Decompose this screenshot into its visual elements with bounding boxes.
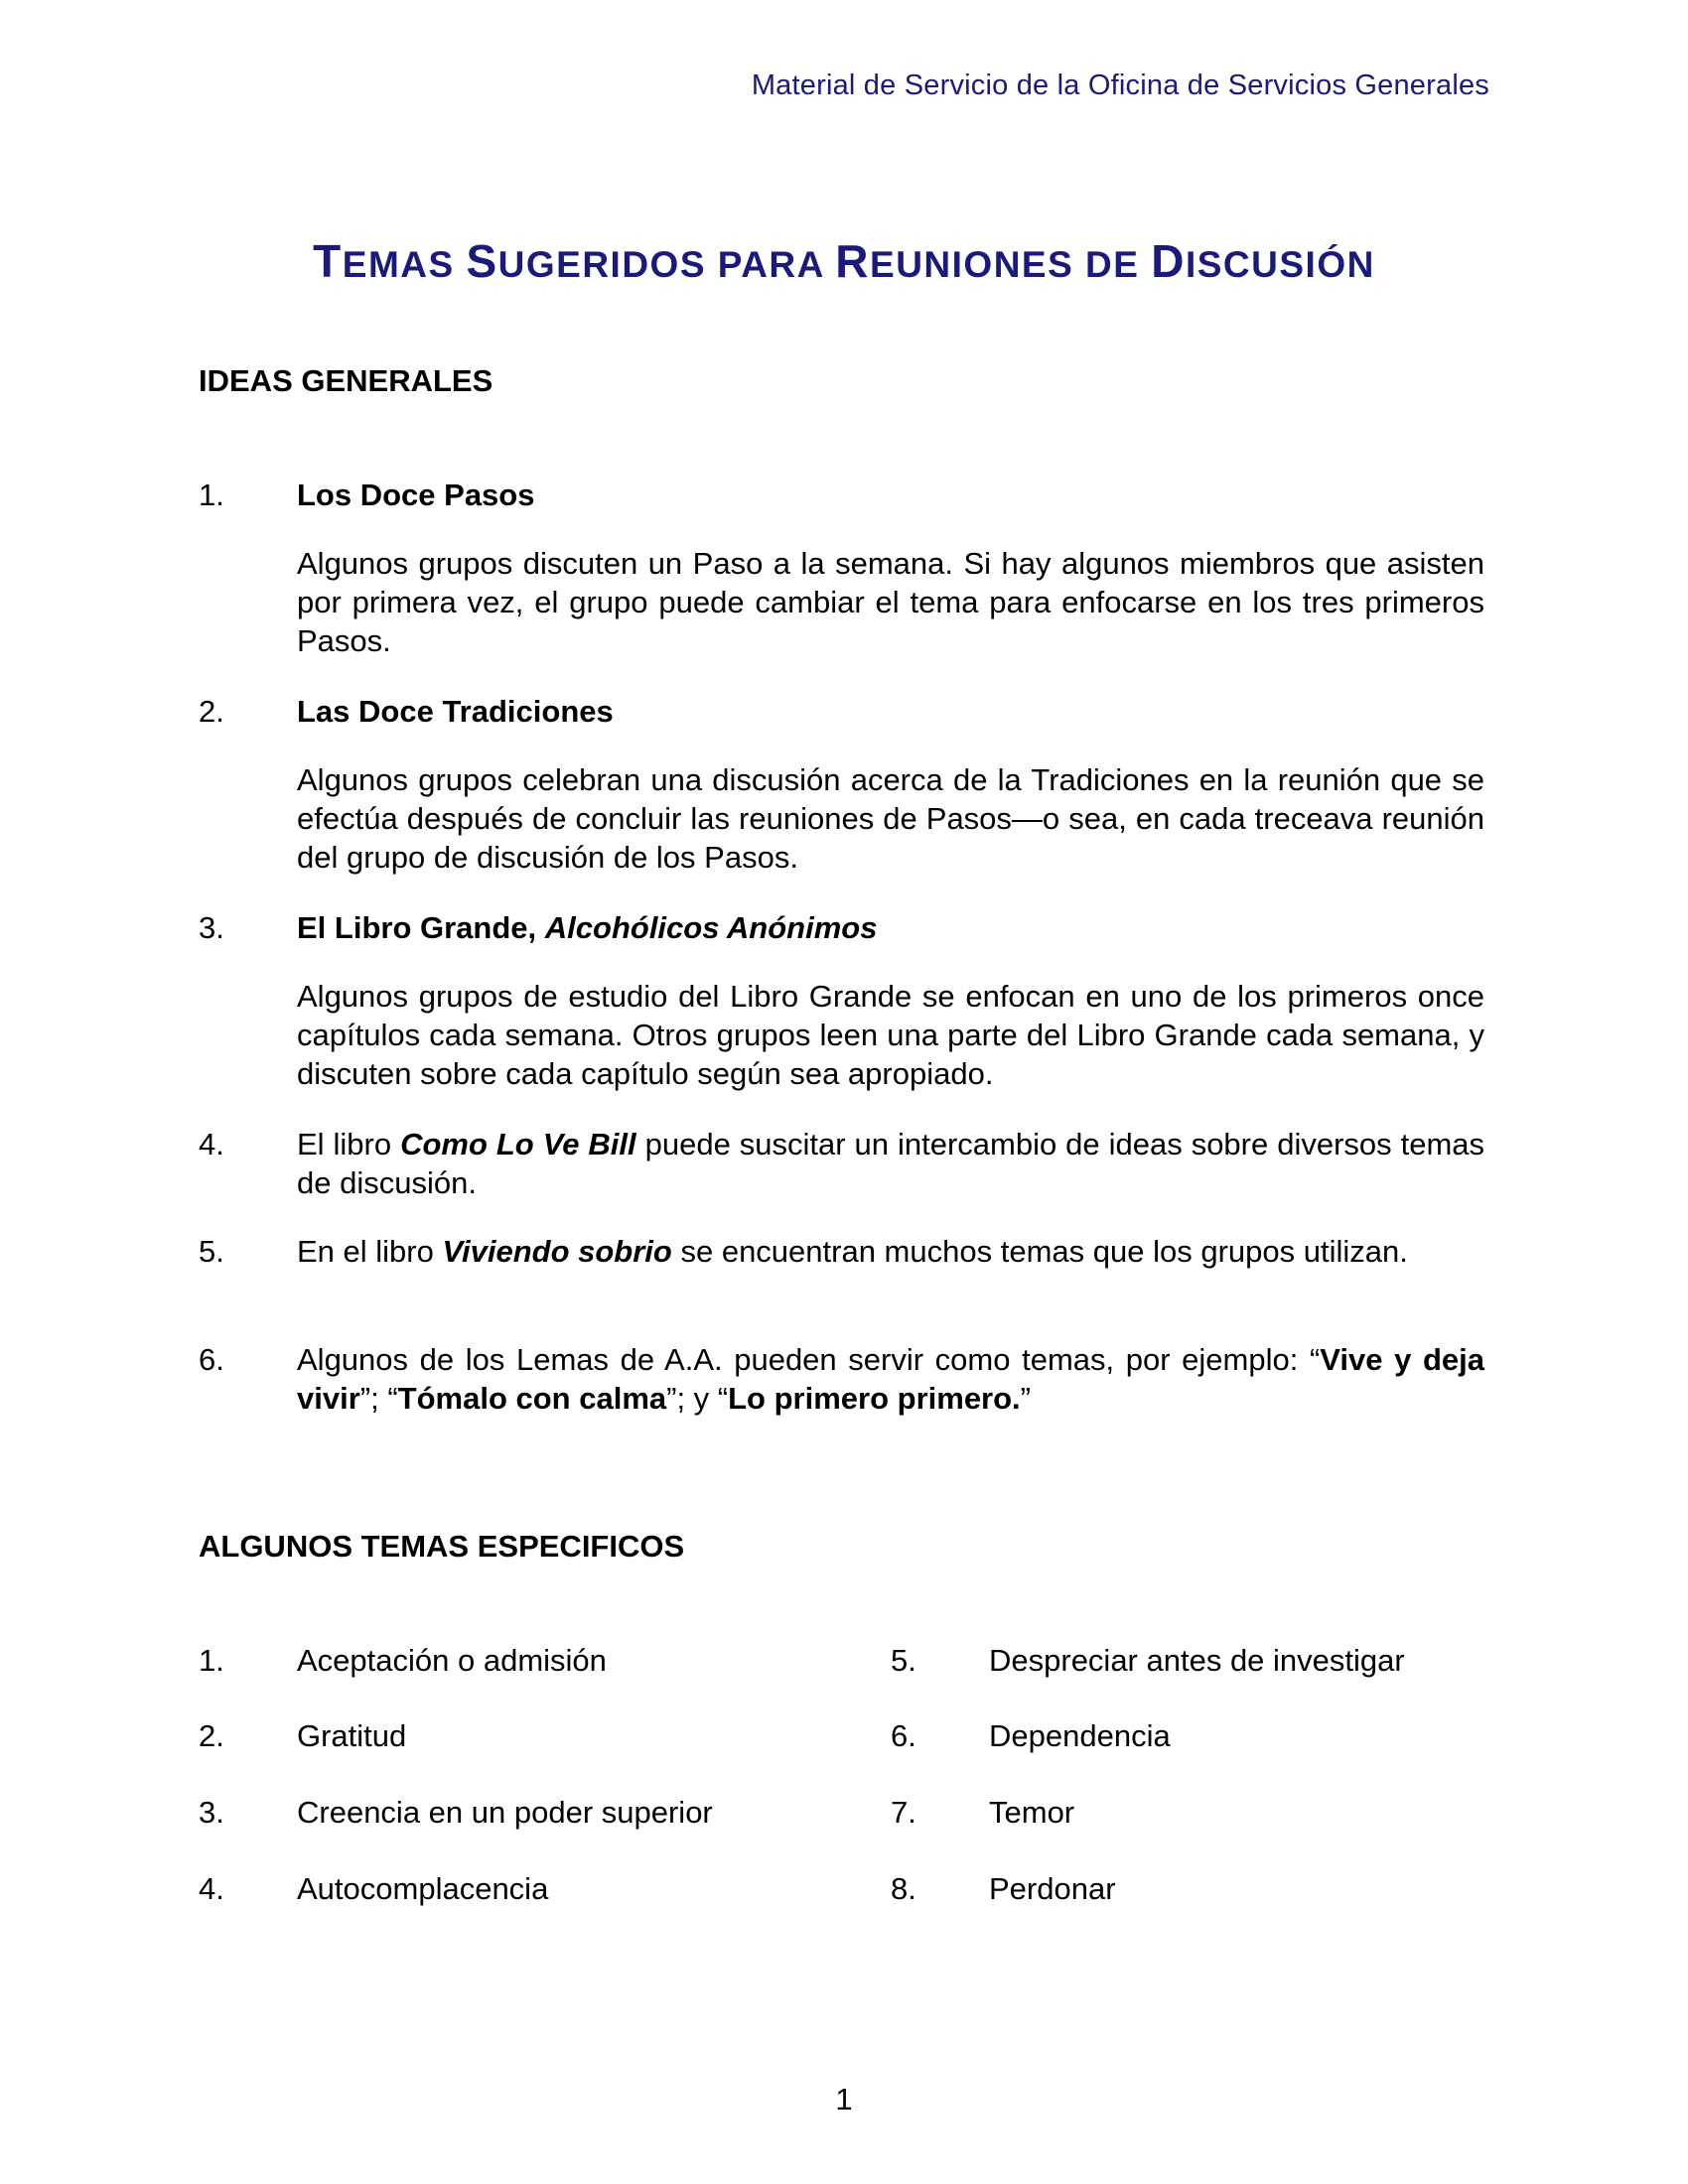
section-heading-ideas-generales: IDEAS GENERALES	[199, 363, 493, 398]
page-header: Material de Servicio de la Oficina de Servicios Generales	[751, 69, 1489, 101]
item-paragraph: Algunos grupos de estudio del Libro Grande se enfocan en uno de los primeros once capítulos cada semana. Otros grupos leen una parte del Libro Grande cada semana, y discuten sobre cada capítulo según sea apropiado.	[297, 979, 1484, 1091]
topic-label: Temor	[989, 1795, 1075, 1830]
topic-item	[891, 1869, 1116, 1908]
topic-label: Creencia en un poder superior	[297, 1795, 713, 1830]
topic-item	[891, 1793, 1074, 1832]
topic-number: 8.	[891, 1871, 916, 1906]
topic-item	[891, 1716, 1171, 1755]
list-item	[199, 476, 1484, 660]
topic-item	[199, 1716, 406, 1755]
list-item	[199, 1125, 1484, 1202]
topic-number: 6.	[891, 1718, 916, 1753]
book-title: Alcohólicos Anónimos	[544, 910, 878, 945]
topic-item	[199, 1793, 713, 1832]
item-heading: El Libro Grande, Alcohólicos Anónimos	[297, 910, 878, 945]
item-content	[297, 908, 1484, 1093]
title-word: SUGERIDOS PARA	[466, 235, 824, 287]
topic-number: 1.	[199, 1643, 224, 1678]
topic-item	[891, 1641, 1405, 1680]
list-item	[199, 1232, 1484, 1271]
list-item	[199, 692, 1484, 877]
item-number: 1.	[199, 478, 224, 512]
item-number: 2.	[199, 694, 224, 729]
item-heading: Los Doce Pasos	[297, 478, 535, 512]
item-number: 4.	[199, 1127, 224, 1161]
topic-label: Gratitud	[297, 1718, 407, 1753]
topic-item	[199, 1869, 548, 1908]
topic-label: Despreciar antes de investigar	[989, 1643, 1405, 1678]
item-number: 5.	[199, 1234, 224, 1269]
item-number: 3.	[199, 910, 224, 945]
item-content: El libro Como Lo Ve Bill puede suscitar un intercambio de ideas sobre diversos temas de discusión.	[297, 1127, 1485, 1200]
section-heading-temas-especificos: ALGUNOS TEMAS ESPECIFICOS	[199, 1529, 685, 1564]
document-title	[0, 234, 1688, 288]
slogan: Vive y deja vivir	[297, 1342, 1484, 1416]
page-number: 1	[835, 2082, 853, 2116]
topic-label: Autocomplacencia	[297, 1871, 549, 1906]
item-paragraph: Algunos grupos celebran una discusión acerca de la Tradiciones en la reunión que se efectúa después de concluir las reuniones de Pasos—o sea, en cada treceava reunión del grupo de discusión de los Pasos.	[297, 762, 1484, 875]
topic-number: 4.	[199, 1871, 224, 1906]
list-item	[199, 1340, 1484, 1418]
topic-number: 5.	[891, 1643, 916, 1678]
item-content	[297, 476, 1484, 660]
topic-number: 7.	[891, 1795, 916, 1830]
slogan: Tómalo con calma	[397, 1381, 667, 1416]
item-heading: Las Doce Tradiciones	[297, 694, 614, 729]
book-title: Viviendo sobrio	[442, 1234, 672, 1269]
item-content: En el libro Viviendo sobrio se encuentran muchos temas que los grupos utilizan.	[297, 1234, 1408, 1269]
title-word: REUNIONES DE	[835, 235, 1140, 287]
topic-item	[199, 1641, 607, 1680]
slogan: Lo primero primero.	[728, 1381, 1021, 1416]
item-paragraph: Algunos grupos discuten un Paso a la semana. Si hay algunos miembros que asisten por primera vez, el grupo puede cambiar el tema para enfocarse en los tres primeros Pasos.	[297, 546, 1484, 658]
title-word: TEMAS	[313, 235, 455, 287]
item-content: Algunos de los Lemas de A.A. pueden servir como temas, por ejemplo: “Vive y deja vivir”; “Tómalo con calma”; y “Lo primero primero.”	[297, 1342, 1484, 1416]
book-title: Como Lo Ve Bill	[400, 1127, 636, 1161]
topic-number: 3.	[199, 1795, 224, 1830]
topic-label: Dependencia	[989, 1718, 1171, 1753]
topic-number: 2.	[199, 1718, 224, 1753]
item-number: 6.	[199, 1342, 224, 1377]
topic-label: Aceptación o admisión	[297, 1643, 607, 1678]
title-word: DISCUSIÓN	[1151, 235, 1375, 287]
list-item	[199, 908, 1484, 1093]
topic-label: Perdonar	[989, 1871, 1116, 1906]
item-content	[297, 692, 1484, 877]
